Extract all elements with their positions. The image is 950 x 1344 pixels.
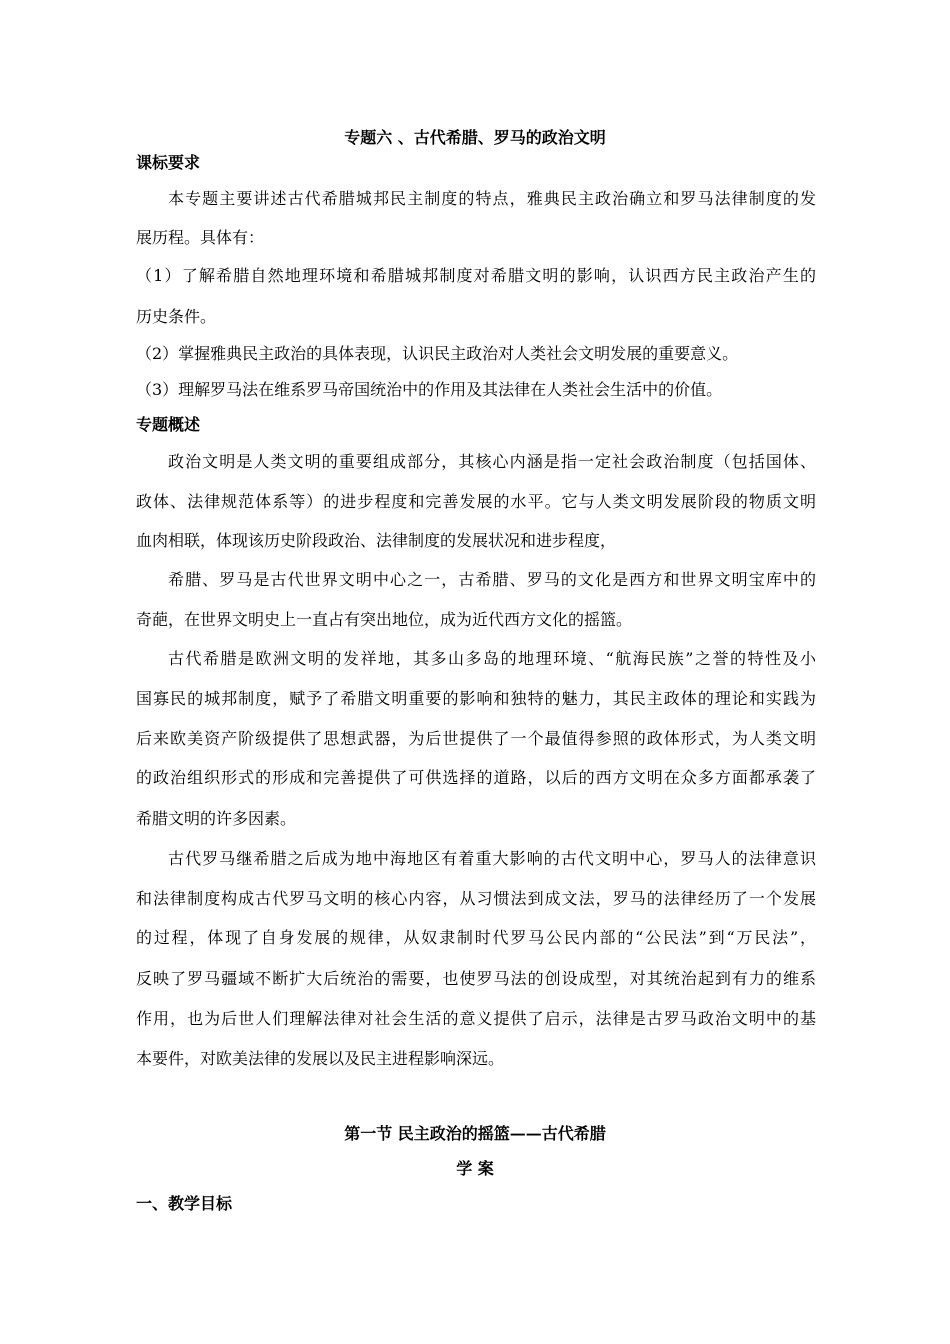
paragraph-line: 作用，也为后世人们理解法律对社会生活的意义提供了启示，法律是古罗马政治文明中的基 (136, 1009, 816, 1028)
heading-curriculum-requirements: 课标要求 (136, 153, 201, 172)
section-title: 第一节 民主政治的摇篮——古代希腊 (344, 1124, 606, 1143)
paragraph-line: 后来欧美资产阶级提供了思想武器，为后世提供了一个最值得参照的政体形式，为人类文明 (136, 729, 816, 748)
paragraph-line: 本要件，对欧美法律的发展以及民主进程影响深远。 (136, 1049, 505, 1068)
paragraph-line: 和法律制度构成古代罗马文明的核心内容，从习惯法到成文法，罗马的法律经历了一个发展 (136, 889, 816, 908)
paragraph-line: 政治文明是人类文明的重要组成部分，其核心内涵是指一定社会政治制度（包括国体、 (168, 452, 816, 471)
list-item: （2）掌握雅典民主政治的具体表现，认识民主政治对人类社会文明发展的重要意义。 (136, 344, 739, 363)
list-item: （1）了解希腊自然地理环境和希腊城邦制度对希腊文明的影响，认识西方民主政治产生的 (136, 266, 816, 285)
document-title: 专题六 、古代希腊、罗马的政治文明 (344, 128, 606, 147)
paragraph-line: 展历程。具体有： (136, 228, 265, 247)
paragraph-line: 古代罗马继希腊之后成为地中海地区有着重大影响的古代文明中心，罗马人的法律意识 (168, 849, 816, 868)
paragraph-line: 历史条件。 (136, 307, 217, 326)
paragraph-line: 本专题主要讲述古代希腊城邦民主制度的特点，雅典民主政治确立和罗马法律制度的发 (168, 189, 816, 208)
paragraph-line: 反映了罗马疆域不断扩大后统治的需要，也使罗马法的创设成型，对其统治起到有力的维系 (136, 969, 816, 988)
paragraph-line: 希腊文明的许多因素。 (136, 809, 297, 828)
paragraph-line: 希腊、罗马是古代世界文明中心之一，古希腊、罗马的文化是西方和世界文明宝库中的 (168, 570, 816, 589)
heading-teaching-objectives: 一、教学目标 (136, 1194, 233, 1213)
paragraph-line: 的政治组织形式的形成和完善提供了可供选择的道路，以后的西方文明在众多方面都承袭了 (136, 768, 816, 787)
list-item: （3）理解罗马法在维系罗马帝国统治中的作用及其法律在人类社会生活中的价值。 (136, 380, 723, 399)
paragraph-line: 古代希腊是欧洲文明的发祥地，其多山多岛的地理环境、“航海民族”之誉的特性及小 (168, 649, 816, 668)
paragraph-line: 的过程，体现了自身发展的规律，从奴隶制时代罗马公民内部的“公民法”到“万民法”， (136, 928, 816, 947)
heading-topic-overview: 专题概述 (136, 415, 201, 434)
paragraph-line: 奇葩，在世界文明史上一直占有突出地位，成为近代西方文化的摇篮。 (136, 610, 633, 629)
paragraph-line: 国寡民的城邦制度，赋予了希腊文明重要的影响和独特的魅力，其民主政体的理论和实践为 (136, 689, 816, 708)
paragraph-line: 血肉相联，体现该历史阶段政治、法律制度的发展状况和进步程度， (136, 531, 617, 550)
paragraph-line: 政体、法律规范体系等）的进步程度和完善发展的水平。它与人类文明发展阶段的物质文明 (136, 492, 816, 511)
sub-title: 学 案 (456, 1159, 494, 1178)
